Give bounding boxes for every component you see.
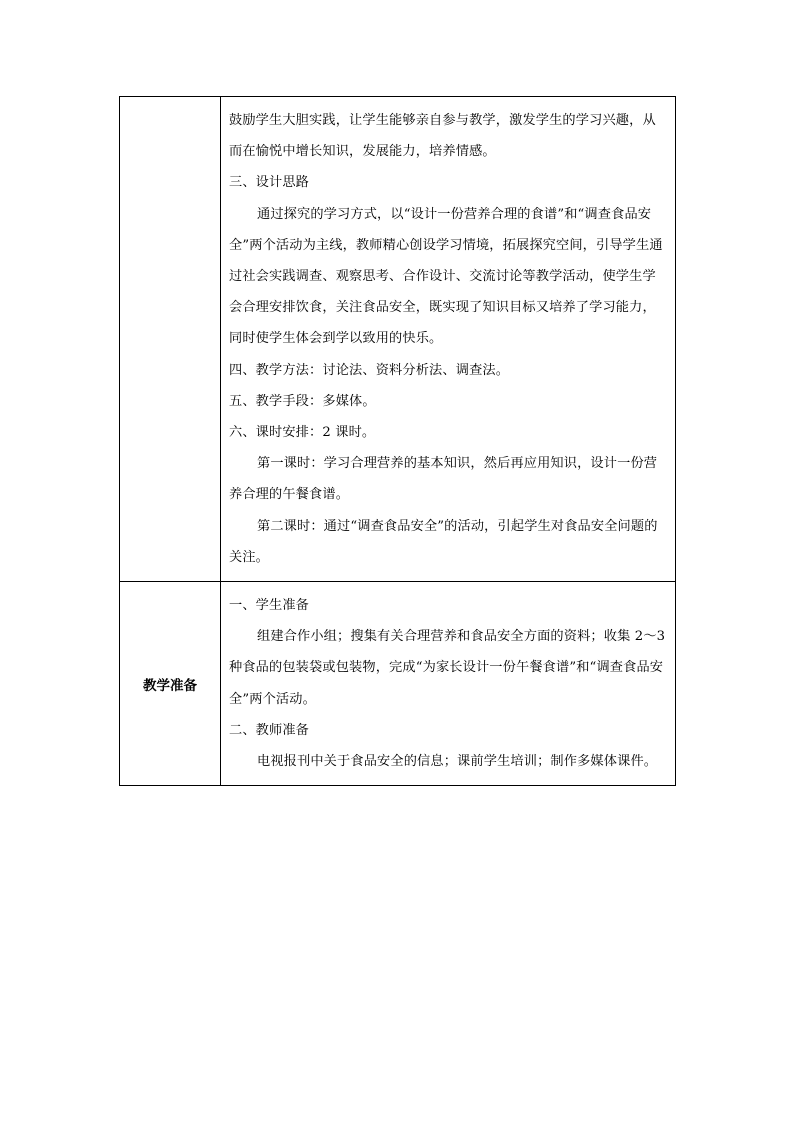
section-heading: 二、教师准备: [229, 722, 310, 738]
paragraph-text: 电视报刊中关于食品安全的信息；课前学生培训；制作多媒体课件。: [257, 754, 658, 770]
row-content: [221, 97, 676, 582]
paragraph-text: 第二课时：通过“调查食品安全”的活动，引起学生对食品安全问题的关注。: [229, 518, 658, 565]
row-label: [120, 97, 221, 582]
section-heading: 六、课时安排：2 课时。: [229, 425, 376, 441]
paragraph-text: 鼓励学生大胆实践，让学生能够亲自参与教学，激发学生的学习兴趣，从而在愉悦中增长知识，发展能力，培养情感。: [229, 113, 656, 160]
section-heading: 一、学生准备: [229, 598, 310, 613]
section-heading: 五、教学手段：多媒体。: [229, 393, 376, 409]
paragraph-text: 通过探究的学习方式，以“设计一份营养合理的食谱”和“调查食品安全”两个活动为主线，教师精心创设学习情境，拓展探究空间，引导学生通过社会实践调查、观察思考、合作设计、交流讨论等教学活动，使学生学会合理安排饮食，关注食品安全，既实现了知识目标又培养了学习能力，同时使学生体会到学以致用的快乐。: [229, 206, 663, 347]
paragraph-text: 组建合作小组；搜集有关合理营养和食品安全方面的资料；收集 2～3 种食品的包装袋或包装物，完成“为家长设计一份午餐食谱”和“调查食品安全”两个活动。: [229, 629, 666, 707]
row-content: [221, 582, 676, 786]
row-label: 教学准备: [120, 582, 221, 786]
table-row: [120, 97, 676, 582]
section-heading: 三、设计思路: [229, 175, 310, 191]
table-row: [120, 582, 676, 786]
lesson-plan-table: [119, 96, 676, 786]
paragraph-text: 第一课时：学习合理营养的基本知识，然后再应用知识，设计一份营养合理的午餐食谱。: [229, 456, 658, 503]
section-heading: 四、教学方法：讨论法、资料分析法、调查法。: [229, 362, 510, 378]
